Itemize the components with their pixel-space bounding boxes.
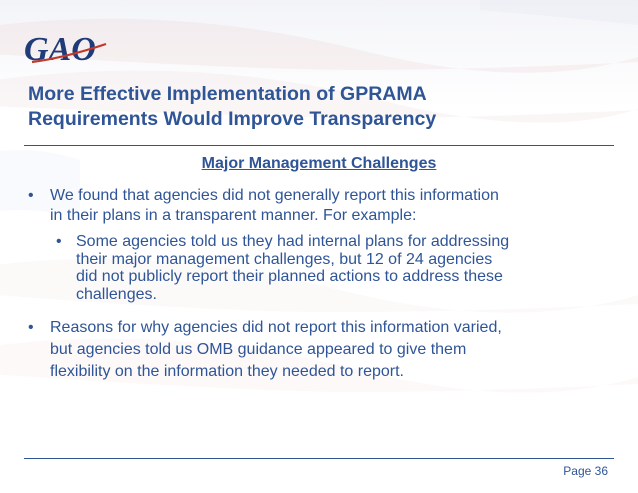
bullet-list	[28, 186, 618, 391]
sub-bullet-line-3: did not publicly report their planned actions to address these	[76, 268, 503, 285]
bullet-dot: •	[28, 319, 34, 336]
bullet-dot: •	[28, 187, 34, 204]
slide-title	[28, 82, 618, 132]
sub-bullet-dot: •	[56, 233, 62, 250]
bullet-2-line-3: flexibility on the information they needed to report.	[50, 363, 404, 380]
title-line-2: Requirements Would Improve Transparency	[28, 108, 437, 130]
bullet-1-line-2: in their plans in a transparent manner. For example:	[50, 206, 417, 224]
bullet-item-1	[28, 186, 618, 225]
title-line-1: More Effective Implementation of GPRAMA	[28, 83, 427, 105]
svg-text:GAO: GAO	[24, 31, 96, 68]
page-number: Page 36	[563, 464, 608, 478]
gao-logo	[24, 26, 112, 68]
title-divider	[24, 145, 614, 146]
bullet-item-2	[28, 317, 618, 383]
sub-bullet-item-1	[28, 233, 618, 303]
bullet-2-line-2: but agencies told us OMB guidance appeared to give them	[50, 341, 467, 358]
footer-divider	[24, 458, 614, 459]
sub-bullet-line-1: Some agencies told us they had internal plans for addressing	[76, 233, 510, 250]
bullet-1-line-1: We found that agencies did not generally report this information	[50, 187, 499, 204]
section-heading: Major Management Challenges	[201, 155, 437, 172]
sub-bullet-line-2: their major management challenges, but 12 of 24 agencies	[76, 250, 493, 268]
sub-bullet-line-4: challenges.	[76, 285, 157, 303]
bullet-2-line-1: Reasons for why agencies did not report this information varied,	[50, 319, 502, 336]
